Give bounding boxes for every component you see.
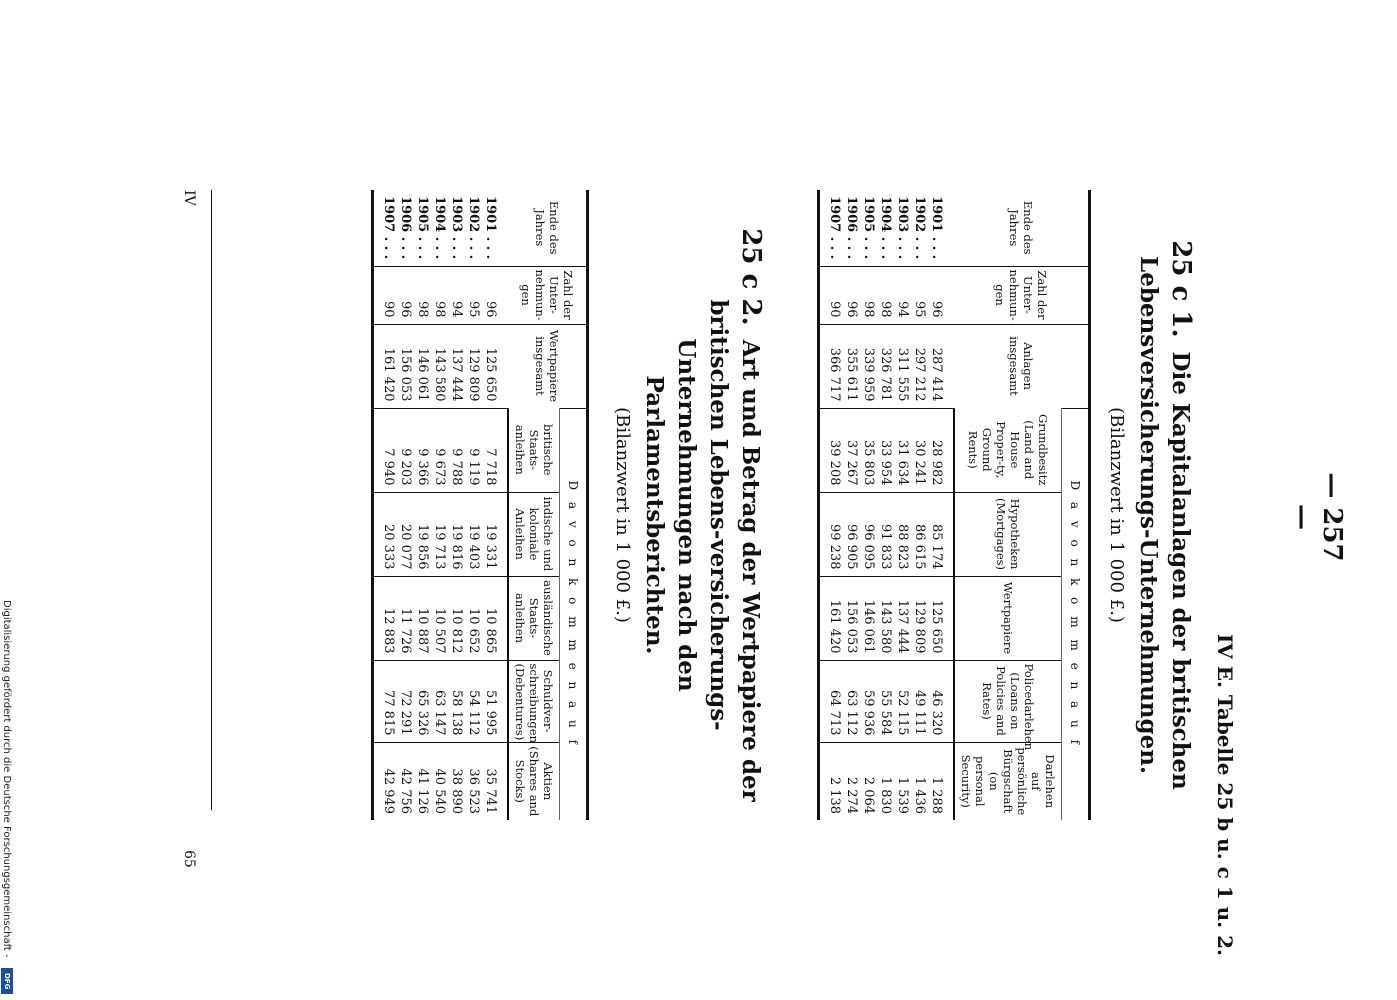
table-cell: 86 615 [911,492,928,576]
table-cell: 12 883 [373,576,398,660]
row-year: 1906 . . . [398,196,413,260]
table2-title-block [608,200,767,830]
table-cell: 85 174 [928,492,954,576]
table-row [928,190,954,820]
table1-header-6: Policedarlehen (Loans on Policies and Rates) [954,660,1062,742]
table2-number: 25 c 2. [736,228,766,326]
table-cell: 7 718 [482,408,508,492]
table1-header-3: Grundbesitz (Land and House Proper-ty, Ground Rents) [954,408,1062,492]
table-row [414,190,431,820]
table1-title [1132,200,1197,830]
table-cell: 161 420 [373,324,398,408]
table-cell: 146 061 [414,324,431,408]
table-row [482,190,508,820]
table-cell: 35 803 [860,408,877,492]
credit-text: Digitalisierung gefördert durch die Deutsche Forschungsgemeinschaft - [1,600,12,958]
table-cell: 11 726 [397,576,414,660]
table-row [877,190,894,820]
table-cell: 52 115 [894,660,911,742]
table-cell: 287 414 [928,324,954,408]
table-cell: 42 756 [397,742,414,820]
table-cell: 55 584 [877,660,894,742]
table1-subtitle: (Bilanzwert in 1 000 £.) [1106,407,1127,623]
table-row [373,190,398,820]
table-cell: 7 940 [373,408,398,492]
table-cell: 42 949 [373,742,398,820]
bottom-rule [211,190,212,810]
table-cell: 1 539 [894,742,911,820]
table-cell: 64 713 [819,660,844,742]
table-row [465,190,482,820]
table-cell: 129 809 [465,324,482,408]
table-cell: 1 830 [877,742,894,820]
table-cell: 143 580 [431,324,448,408]
table-cell: 54 112 [465,660,482,742]
table2-title [638,200,767,830]
table-cell: 143 580 [877,576,894,660]
dfg-logo: DFG [1,968,13,994]
table-cell: 19 816 [448,492,465,576]
table-cell: 326 781 [877,324,894,408]
page-number: — 257 — [1287,472,1347,562]
table-row [819,190,844,820]
table-cell: 19 331 [482,492,508,576]
table-cell: 63 147 [431,660,448,742]
table1 [817,190,1091,820]
table-cell: 125 650 [482,324,508,408]
row-year: 1902 . . . [466,196,481,260]
table-cell: 96 [843,266,860,324]
row-year: 1903 . . . [449,196,464,260]
table-cell: 311 555 [894,324,911,408]
table-cell: 72 291 [397,660,414,742]
table-cell: 51 995 [482,660,508,742]
table2-group-header: D a v o n k o m m e n a u f [560,408,588,820]
table-cell: 146 061 [860,576,877,660]
table-cell: 95 [465,266,482,324]
table-cell: 46 320 [928,660,954,742]
table-cell: 28 982 [928,408,954,492]
row-year: 1903 . . . [895,196,910,260]
table-cell: 63 112 [843,660,860,742]
table-cell: 10 887 [414,576,431,660]
table-cell: 96 [928,266,954,324]
table2-body [373,190,509,820]
footer-section-marker: IV [181,190,197,206]
table-row [843,190,860,820]
table1-header-2: Anlagen insgesamt [954,324,1090,408]
table-cell: 2 274 [843,742,860,820]
table1-number: 25 c 1. [1166,240,1196,338]
table-reference: IV E. Tabelle 25 b u. c 1 u. 2. [1213,633,1237,956]
table-cell: 355 611 [843,324,860,408]
table-cell: 20 077 [397,492,414,576]
table-cell: 297 212 [911,324,928,408]
row-year: 1907 . . . [819,190,844,266]
row-year: 1905 . . . [861,196,876,260]
table2-header-4: indische und koloniale Anleihen [508,492,560,576]
table-cell: 94 [448,266,465,324]
row-year: 1907 . . . [373,190,398,266]
table-cell: 98 [860,266,877,324]
table-cell: 19 713 [431,492,448,576]
table-cell: 98 [431,266,448,324]
table-row [911,190,928,820]
table-cell: 9 366 [414,408,431,492]
table-cell: 9 203 [397,408,414,492]
table-cell: 19 403 [465,492,482,576]
table-cell: 91 833 [877,492,894,576]
table-cell: 33 954 [877,408,894,492]
table-cell: 65 326 [414,660,431,742]
table-cell: 90 [373,266,398,324]
footer-page-marker: 65 [181,850,197,868]
table-row [860,190,877,820]
table1-title-block [1102,200,1197,830]
table2 [371,190,589,820]
table-cell: 88 823 [894,492,911,576]
table-cell: 49 111 [911,660,928,742]
table-cell: 96 095 [860,492,877,576]
table-cell: 40 540 [431,742,448,820]
table2-header-3: britische Staats-anleihen [508,408,560,492]
table-cell: 156 053 [397,324,414,408]
table-cell: 38 890 [448,742,465,820]
table-cell: 41 126 [414,742,431,820]
row-year: 1906 . . . [844,196,859,260]
table-cell: 39 208 [819,408,844,492]
table2-subtitle: (Bilanzwert in 1 000 £.) [612,407,633,623]
table-cell: 94 [894,266,911,324]
table-cell: 9 788 [448,408,465,492]
table-cell: 36 523 [465,742,482,820]
table-cell: 37 267 [843,408,860,492]
table-cell: 90 [819,266,844,324]
row-year: 1902 . . . [912,196,927,260]
row-year: 1904 . . . [878,196,893,260]
table-cell: 2 064 [860,742,877,820]
table-cell: 129 809 [911,576,928,660]
table-cell: 98 [877,266,894,324]
table-cell: 1 436 [911,742,928,820]
table1-title-text: Die Kapitalanlagen der britischen Lebensversicherungs-Unternehmungen. [1135,256,1194,790]
row-year: 1904 . . . [432,196,447,260]
table-cell: 30 241 [911,408,928,492]
table-cell: 2 138 [819,742,844,820]
table1-header-4: Hypotheken (Mortgages) [954,492,1062,576]
table-cell: 58 138 [448,660,465,742]
table-cell: 10 652 [465,576,482,660]
table1-group-header: D a v o n k o m m e n a u f [1062,408,1090,820]
table1-header-0: Ende des Jahres [954,190,1090,266]
table-cell: 137 444 [894,576,911,660]
table2-header-7: Aktien (Shares and Stocks) [508,742,560,820]
table-cell: 137 444 [448,324,465,408]
table-row [397,190,414,820]
table-cell: 10 812 [448,576,465,660]
table1-header-1: Zahl der Unter-nehmun-gen [954,266,1090,324]
table2-header-6: Schuldver-schreibungen (Debentures) [508,660,560,742]
table-cell: 125 650 [928,576,954,660]
table-cell: 366 717 [819,324,844,408]
table-cell: 96 [397,266,414,324]
table-cell: 31 634 [894,408,911,492]
table2-title-text: Art und Betrag der Wertpapiere der britischen Lebens-versicherungs-Unternehmungen nach den Parlamentsberichten. [641,299,764,802]
table-cell: 95 [911,266,928,324]
row-year: 1905 . . . [415,196,430,260]
row-year: 1901 . . . [483,196,499,260]
table-cell: 96 905 [843,492,860,576]
table-row [431,190,448,820]
table1-body [819,190,955,820]
table-cell: 339 959 [860,324,877,408]
table-cell: 98 [414,266,431,324]
table-row [894,190,911,820]
table2-header-1: Zahl der Unter-nehmun-gen [508,266,588,324]
table-cell: 9 119 [465,408,482,492]
table-cell: 35 741 [482,742,508,820]
table-cell: 10 507 [431,576,448,660]
table-cell: 10 865 [482,576,508,660]
table-cell: 96 [482,266,508,324]
table-cell: 1 288 [928,742,954,820]
table-cell: 161 420 [819,576,844,660]
table-cell: 19 856 [414,492,431,576]
table-cell: 156 053 [843,576,860,660]
table-cell: 77 815 [373,660,398,742]
table1-header-7: Darlehen auf persönliche Bürgschaft (on personal Security) [954,742,1062,820]
table-cell: 20 333 [373,492,398,576]
table2-header-0: Ende des Jahres [508,190,588,266]
table2-header-5: ausländische Staats-anleihen [508,576,560,660]
table2-header-2: Wertpapiere insgesamt [508,324,588,408]
row-year: 1901 . . . [929,196,945,260]
table-row [448,190,465,820]
table-cell: 99 238 [819,492,844,576]
table-cell: 59 936 [860,660,877,742]
table-cell: 9 673 [431,408,448,492]
table1-header-5: Wertpapiere [954,576,1062,660]
